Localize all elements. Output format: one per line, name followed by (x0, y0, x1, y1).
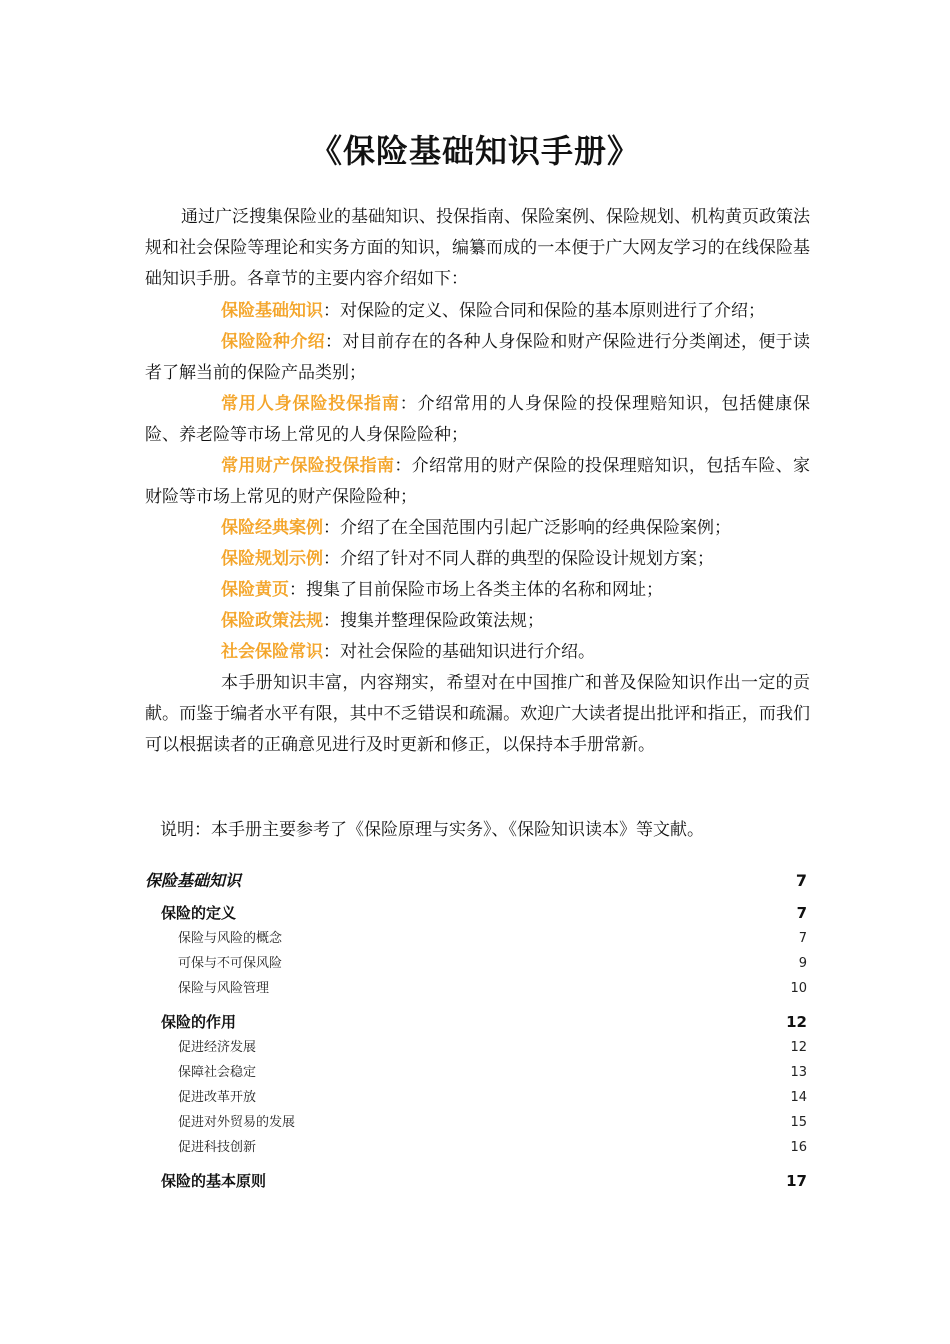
reference-note: 说明：本手册主要参考了《保险原理与实务》、《保险知识读本》等文献。 (160, 820, 704, 840)
section-item (145, 327, 810, 389)
section-item (145, 544, 810, 575)
toc-section-group (145, 900, 807, 1001)
section-item (145, 513, 810, 544)
section-desc: ：对目前存在的各种人身保险和财产保险进行分类阐述，便于读者了解当前的保险产品类别； (145, 332, 810, 383)
section-name: 保险政策法规 (221, 611, 323, 631)
toc-page-number: 14 (790, 1090, 807, 1105)
section-desc: ：介绍了针对不同人群的典型的保险设计规划方案； (323, 549, 714, 569)
toc-section-label: 保险的作用 (161, 1013, 237, 1031)
section-name: 社会保险常识 (221, 642, 323, 662)
section-name: 保险险种介绍 (221, 332, 325, 352)
section-name: 常用财产保险投保指南 (221, 456, 395, 476)
document-title: 《保险基础知识手册》 (309, 132, 640, 170)
section-desc: ：介绍常用的人身保险的投保理赔知识，包括健康保险、养老险等市场上常见的人身保险险种； (145, 394, 810, 445)
section-name: 保险经典案例 (221, 518, 323, 538)
section-desc: ：对社会保险的基础知识进行介绍。 (323, 642, 595, 662)
toc-subsection-label: 促进经济发展 (178, 1040, 257, 1055)
toc-section-entry[interactable] (145, 900, 807, 926)
section-name: 保险基础知识 (221, 301, 323, 321)
toc-section-label: 保险的定义 (161, 904, 237, 922)
toc-section-group (145, 1009, 807, 1160)
toc-section-group (145, 1168, 807, 1194)
toc-subsection-entry[interactable] (145, 1110, 807, 1135)
section-desc: ：搜集了目前保险市场上各类主体的名称和网址； (289, 580, 663, 600)
section-item (145, 575, 810, 606)
section-desc: ：对保险的定义、保险合同和保险的基本原则进行了介绍； (323, 301, 765, 321)
toc-subsection-entry[interactable] (145, 976, 807, 1001)
toc-section-entry[interactable] (145, 1009, 807, 1035)
toc-subsection-entry[interactable] (145, 1085, 807, 1110)
toc-section-label: 保险的基本原则 (161, 1172, 267, 1190)
toc-page-number: 7 (796, 904, 807, 922)
section-item (145, 606, 810, 637)
toc-chapter-entry[interactable] (145, 866, 807, 896)
toc-page-number: 7 (795, 871, 807, 890)
toc-subsection-label: 保险与风险管理 (178, 981, 270, 996)
toc-page-number: 12 (790, 1040, 807, 1055)
toc-chapter-label: 保险基础知识 (145, 871, 242, 890)
table-of-contents (145, 866, 807, 1202)
toc-page-number: 10 (790, 981, 807, 996)
toc-page-number: 7 (798, 931, 807, 946)
section-item (145, 637, 810, 668)
section-desc: ：介绍常用的财产保险的投保理赔知识，包括车险、家财险等市场上常见的财产保险险种； (145, 456, 811, 507)
toc-subsection-label: 保障社会稳定 (178, 1065, 257, 1080)
toc-page-number: 17 (786, 1172, 807, 1190)
section-name: 常用人身保险投保指南 (221, 394, 400, 414)
toc-page-number: 15 (790, 1115, 807, 1130)
toc-subsection-label: 促进改革开放 (178, 1090, 257, 1105)
toc-page-number: 16 (790, 1140, 807, 1155)
toc-subsection-entry[interactable] (145, 926, 807, 951)
toc-subsection-entry[interactable] (145, 951, 807, 976)
section-name: 保险规划示例 (221, 549, 323, 569)
sections-block (145, 296, 810, 761)
toc-page-number: 13 (790, 1065, 807, 1080)
section-name: 保险黄页 (221, 580, 289, 600)
section-desc: ：介绍了在全国范围内引起广泛影响的经典保险案例； (323, 518, 731, 538)
toc-subsection-entry[interactable] (145, 1135, 807, 1160)
section-item (145, 389, 810, 451)
toc-subsection-label: 促进对外贸易的发展 (178, 1115, 296, 1130)
intro-paragraph: 通过广泛搜集保险业的基础知识、投保指南、保险案例、保险规划、机构黄页政策法规和社会保险等理论和实务方面的知识，编纂而成的一本便于广大网友学习的在线保险基础知识手册。各章节的主要内容介绍如下： (145, 207, 810, 289)
section-item (145, 296, 810, 327)
toc-subsection-label: 促进科技创新 (178, 1140, 257, 1155)
toc-subsection-entry[interactable] (145, 1060, 807, 1085)
closing-paragraph: 本手册知识丰富，内容翔实，希望对在中国推广和普及保险知识作出一定的贡献。而鉴于编者水平有限，其中不乏错误和疏漏。欢迎广大读者提出批评和指正，而我们可以根据读者的正确意见进行及时更新和修正，以保持本手册常新。 (145, 673, 810, 755)
toc-subsection-label: 可保与不可保风险 (178, 956, 283, 971)
toc-subsection-entry[interactable] (145, 1035, 807, 1060)
section-item (145, 451, 810, 513)
toc-subsection-label: 保险与风险的概念 (178, 931, 283, 946)
section-desc: ：搜集并整理保险政策法规； (323, 611, 544, 631)
toc-page-number: 12 (786, 1013, 807, 1031)
toc-page-number: 9 (798, 956, 807, 971)
toc-section-entry[interactable] (145, 1168, 807, 1194)
